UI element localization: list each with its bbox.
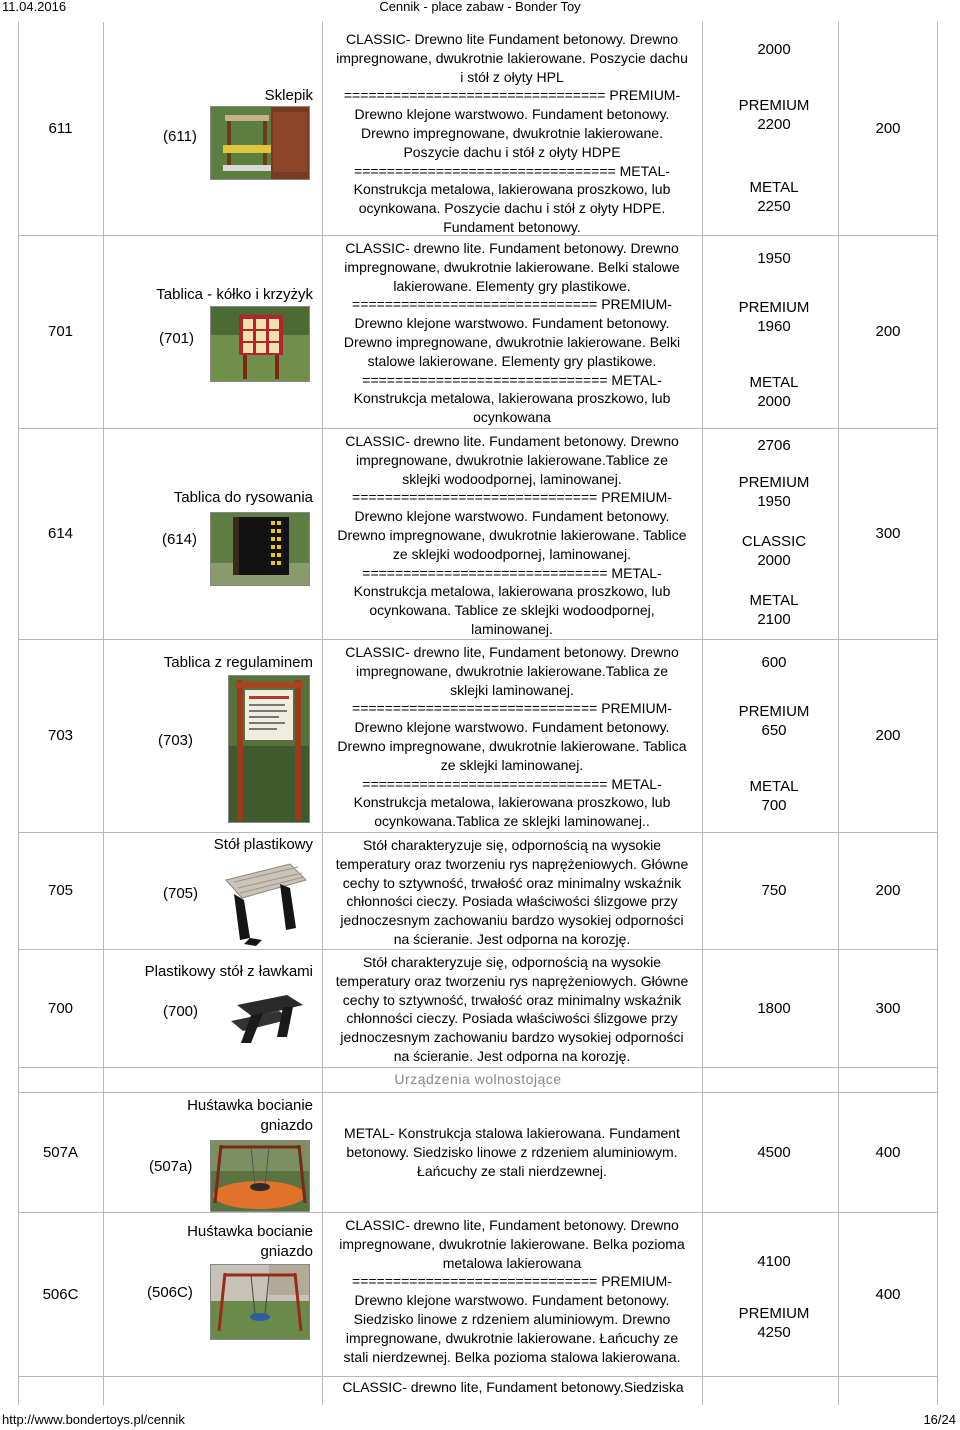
price-label: PREMIUM	[738, 474, 810, 491]
table-row	[18, 1092, 938, 1212]
product-name-cell	[103, 235, 313, 428]
table-row	[18, 1212, 938, 1376]
price-value: 650	[761, 722, 787, 739]
price-value: 2000	[757, 393, 791, 410]
table-row	[18, 832, 938, 949]
product-code: (614)	[162, 531, 198, 548]
trailing-description: CLASSIC- drewno lite, Fundament betonowy.Siedziska	[342, 1379, 684, 1395]
product-photo	[220, 858, 308, 948]
shipping-cost: 300	[875, 525, 901, 542]
price-label: METAL	[749, 374, 799, 391]
shipping-cost: 200	[875, 882, 901, 899]
product-code: (701)	[159, 330, 195, 347]
product-description: CLASSIC- drewno lite. Fundament betonowy. Drewno impregnowane, dwukrotnie lakierowane. Belki stalowe lakierowane. Elementy gry plastikowe. ============================== PREMIUM- Drewno klejone warstwowo. Fundament betonowy. Drewno impregnowane, dwukrotnie lakierowane. Belki stalowe lakierowane. Elementy gry plastikowe. ============================== METAL- Konstrukcja metalowa, lakierowana proszkowo, lub ocynkowana	[343, 240, 681, 426]
product-description: CLASSIC- drewno lite. Fundament betonowy. Drewno impregnowane, dwukrotnie lakierowane.Tablice ze sklejki wodoodpornej, laminowanej. ============================== PREMIUM- Drewno klejone warstwowo. Fundament betonowy. Drewno impregnowane, dwukrotnie lakierowane. Tablice ze sklejki wodoodpornej, laminowanej. ============================== METAL- Konstrukcja metalowa, lakierowana proszkowo, lub ocynkowana. Tablice ze sklejki wodoodpornej, laminowanej.	[337, 433, 687, 637]
drawing-board-photo-svg	[211, 513, 309, 585]
product-name-cell	[103, 639, 313, 832]
price-value: 4250	[757, 1324, 791, 1341]
product-id: 614	[47, 525, 74, 542]
price-value: 2250	[757, 198, 791, 215]
product-photo	[210, 106, 310, 180]
price-label: PREMIUM	[738, 97, 810, 114]
price-table	[18, 22, 938, 1405]
product-prices	[736, 949, 812, 1067]
product-prices	[736, 428, 812, 639]
product-id: 701	[47, 323, 74, 340]
price-label: METAL	[749, 179, 799, 196]
price-value: 1800	[757, 999, 791, 1017]
product-photo	[229, 987, 308, 1047]
table-row	[18, 428, 938, 639]
product-name: Plastikowy stół z ławkami	[144, 963, 313, 980]
price-entry	[736, 777, 812, 815]
product-description: METAL- Konstrukcja stalowa lakierowana. Fundament betonowy. Siedzisko linowe z rdzeniem aluminiowym. Łańcuchy ze stali nierdzewnej.	[344, 1125, 680, 1179]
price-value: 600	[761, 654, 787, 671]
price-value: 2100	[757, 611, 791, 628]
product-name-cell	[103, 949, 313, 1067]
shipping-cost: 200	[875, 120, 901, 137]
product-description: CLASSIC- drewno lite, Fundament betonowy. Drewno impregnowane, dwukrotnie lakierowane.Tablica ze sklejki laminowanej. ============================== PREMIUM- Drewno klejone warstwowo. Fundament betonowy. Drewno impregnowane, dwukrotnie lakierowane. Tablica ze sklejki laminowanej. ============================== METAL- Konstrukcja metalowa, lakierowana proszkowo, lub ocynkowana.Tablica ze sklejki laminowanej..	[337, 644, 687, 830]
product-name-cell	[103, 22, 313, 235]
price-entry	[736, 1304, 812, 1342]
price-value: 1950	[757, 250, 791, 267]
product-photo	[228, 675, 310, 823]
price-entry	[736, 249, 812, 268]
table-row	[18, 949, 938, 1067]
price-label: PREMIUM	[738, 703, 810, 720]
shipping-cost: 400	[875, 1285, 901, 1303]
product-id: 703	[47, 727, 74, 744]
page-title: Cennik - place zabaw - Bonder Toy	[379, 0, 581, 14]
price-entry	[736, 298, 812, 336]
product-prices	[736, 1212, 812, 1376]
rules-board-photo-svg	[229, 676, 309, 822]
product-code: (506C)	[147, 1284, 193, 1301]
price-label: CLASSIC	[741, 533, 807, 550]
price-label: PREMIUM	[738, 1305, 810, 1322]
product-prices	[736, 235, 812, 428]
product-prices	[736, 639, 812, 832]
shipping-cost: 400	[875, 1143, 901, 1161]
page-header	[0, 0, 960, 16]
product-description: CLASSIC- Drewno lite Fundament betonowy. Drewno impregnowane, dwukrotnie lakierowane. Poszycie dachu i stół z ołyty HPL ================================ PREMIUM- Drewno klejone warstwowo. Fundament betonowy. Drewno impregnowane, dwukrotnie lakierowane. Poszycie dachu i stół z ołyty HDPE ================================ METAL- Konstrukcja metalowa, lakierowana proszkowo, lub ocynkowana. Poszycie dachu i stół z ołyty HDPE. Fundament betonowy.	[336, 31, 688, 235]
price-entry	[736, 653, 812, 672]
product-id: 507A	[42, 1143, 79, 1161]
price-value: 700	[761, 797, 787, 814]
price-entry	[736, 96, 812, 134]
table-row	[18, 639, 938, 832]
product-name-cell	[103, 1212, 313, 1376]
price-entry	[736, 1252, 812, 1271]
product-name: Huśtawka bocianie gniazdo	[187, 1223, 313, 1260]
product-photo	[210, 1140, 310, 1212]
price-value: 2706	[757, 437, 791, 454]
price-value: 2200	[757, 116, 791, 133]
price-entry	[736, 702, 812, 740]
price-label: PREMIUM	[738, 299, 810, 316]
page-number: 16/24	[923, 1412, 956, 1427]
section-label: Urządzenia wolnostojące	[394, 1071, 562, 1087]
price-value: 4100	[757, 1253, 791, 1270]
product-id: 611	[48, 120, 73, 137]
swing-nest-photo-svg	[211, 1141, 309, 1211]
product-name: Tablica z regulaminem	[163, 654, 313, 671]
product-photo	[210, 1264, 310, 1340]
product-id: 700	[47, 999, 74, 1017]
product-name-cell	[103, 1092, 313, 1212]
product-description: Stół charakteryzuje się, odpornością na wysokie temperatury oraz tworzeniu rys naprężeniowych. Główne cechy to sztywność, trwałość oraz minimalny wskaźnik chłonności cieczy. Posiada właściwości ślizgowe przy jednoczesnym zachowaniu bardzo wysokiej odporności na ścieranie. Jest odporna na korozję.	[335, 837, 689, 947]
product-code: (700)	[163, 1003, 199, 1020]
picnic-table-photo-svg	[229, 987, 308, 1047]
table-row	[18, 235, 938, 428]
product-photo	[210, 306, 310, 382]
shipping-cost: 300	[875, 999, 901, 1017]
product-name: Tablica - kółko i krzyżyk	[156, 286, 313, 303]
product-id: 506C	[42, 1285, 79, 1303]
print-date: 11.04.2016	[2, 0, 67, 14]
product-name: Huśtawka bocianie gniazdo	[187, 1097, 313, 1134]
price-value: 2000	[757, 552, 791, 569]
price-entry	[736, 40, 812, 59]
product-name: Sklepik	[264, 87, 313, 104]
product-description: CLASSIC- drewno lite, Fundament betonowy. Drewno impregnowane, dwukrotnie lakierowane. Belka pozioma metalowa lakierowana ============================== PREMIUM- Drewno klejone warstwowo. Fundament betonowy. Siedzisko linowe z rdzeniem aluminiowym. Drewno impregnowane, dwukrotnie lakierowane. Łańcuchy ze stali nierdzewnej. Belka pozioma stalowa lakierowana.	[339, 1217, 685, 1365]
price-entry	[736, 373, 812, 411]
shipping-cost: 200	[875, 727, 901, 744]
price-value: 1960	[757, 318, 791, 335]
price-entry	[736, 591, 812, 629]
price-label: METAL	[749, 778, 799, 795]
product-name: Tablica do rysowania	[173, 489, 313, 506]
product-code: (507a)	[149, 1158, 193, 1175]
shop-photo-svg	[211, 107, 309, 179]
price-entry	[736, 178, 812, 216]
price-value: 4500	[757, 1143, 791, 1161]
table-row	[18, 22, 938, 235]
page-footer	[0, 1412, 960, 1430]
product-name-cell	[103, 428, 313, 639]
product-prices	[736, 22, 812, 235]
product-name: Stół plastikowy	[213, 836, 313, 853]
product-name-cell	[103, 832, 313, 949]
product-prices	[736, 832, 812, 949]
price-value: 1950	[757, 493, 791, 510]
price-label: METAL	[749, 592, 799, 609]
shipping-cost: 200	[875, 323, 901, 340]
plastic-table-photo-svg	[220, 858, 308, 948]
price-entry	[736, 532, 812, 570]
tic-tac-toe-photo-svg	[211, 307, 309, 381]
price-value: 750	[761, 882, 787, 899]
product-code: (703)	[158, 732, 194, 749]
product-code: (705)	[163, 885, 199, 902]
price-entry	[736, 436, 812, 455]
price-entry	[736, 473, 812, 511]
price-value: 2000	[757, 41, 791, 58]
product-id: 705	[47, 882, 74, 899]
product-prices	[736, 1092, 812, 1212]
product-photo	[210, 512, 310, 586]
product-code: (611)	[163, 128, 197, 145]
product-description: Stół charakteryzuje się, odpornością na wysokie temperatury oraz tworzeniu rys naprężeniowych. Główne cechy to sztywność, trwałość oraz minimalny wskaźnik chłonności cieczy. Posiada właściwości ślizgowe przy jednoczesnym zachowaniu bardzo wysokiej odporności na ścieranie. Jest odporna na korozję.	[335, 954, 689, 1064]
footer-url[interactable]: http://www.bondertoys.pl/cennik	[2, 1412, 185, 1427]
swing-506c-photo-svg	[211, 1265, 309, 1339]
